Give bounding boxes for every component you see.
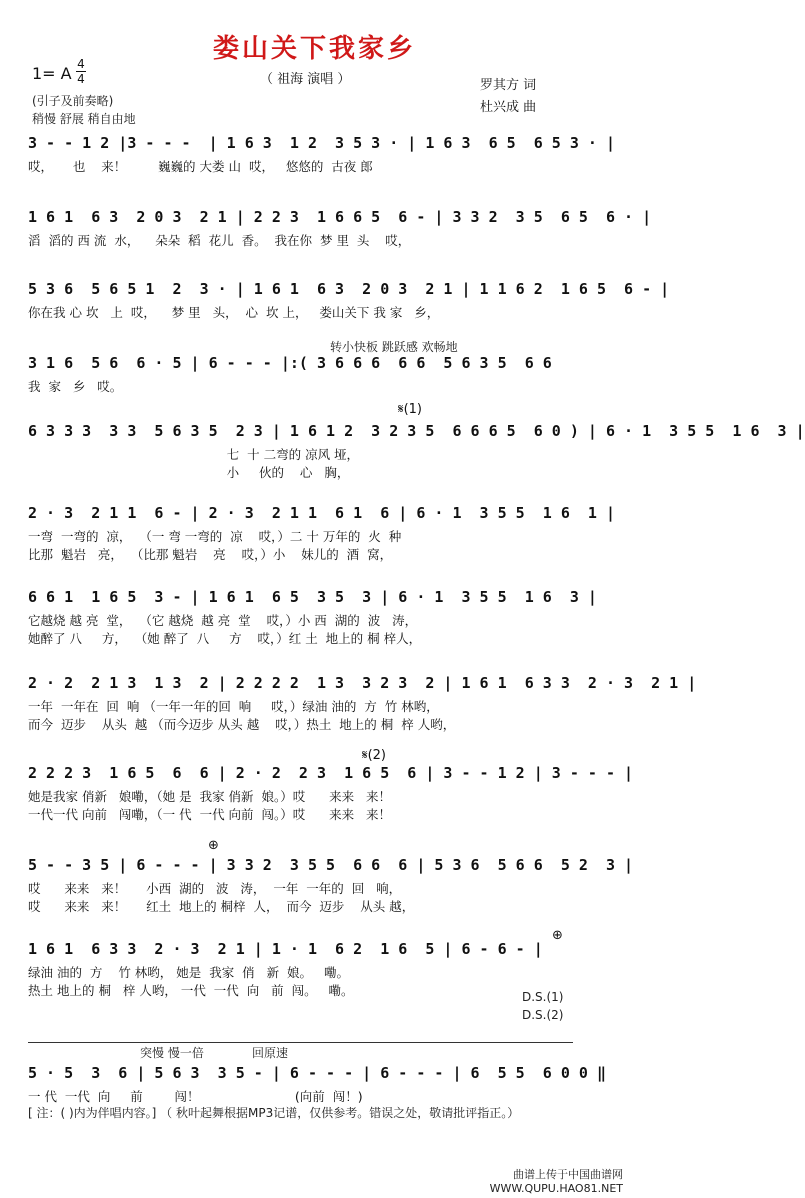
lyric-line: 哎， 也 来！ 巍巍的 大娄 山 哎， 悠悠的 古夜 郎 [28,159,373,174]
coda-marker-end: ⊕ [552,928,563,943]
interlude-tempo-mark: 转小快板 跳跃感 欢畅地 [330,340,458,354]
lyric-line: 一年 一年在 回 响 （一年一年的回 响 哎，）绿油 油的 方 竹 林哟， [28,699,439,714]
notation-row: 2 2 2 3 1 6 5 6 6 | 2 · 2 2 3 1 6 5 6 | 3 - - 1 2 | 3 - - - | [28,764,634,782]
intro-note: (引子及前奏略) [32,94,114,108]
tempo-mark: 稍慢 舒展 稍自由地 [32,112,136,126]
lyric-line: 小 伙的 心 胸， [28,465,350,480]
lyric-line: 一弯 一弯的 凉， （一 弯 一弯的 凉 哎，）二 十 万年的 火 种 [28,529,402,544]
notation-row: 1 6 1 6 3 2 0 3 2 1 | 2 2 3 1 6 6 5 6 - | 3 3 2 3 5 6 5 6 · | [28,208,652,226]
lyric-line: 比那 魁岩 亮， （比那 魁岩 亮 哎，）小 妹儿的 酒 窝， [28,547,393,562]
notation-row: 6 3 3 3 3 3 5 6 3 5 2 3 | 1 6 1 2 3 2 3 5 6 6 6 5 6 0 ) | 6 · 1 3 5 5 1 6 3 | [28,422,805,440]
notation-row: 2 · 2 2 1 3 1 3 2 | 2 2 2 2 1 3 3 2 3 2 | 1 6 1 6 3 3 2 · 3 2 1 | [28,674,697,692]
coda-marker: ⊕ [208,838,219,853]
original-tempo-mark: 回原速 [252,1046,289,1060]
segno-1-marker: 𝄋(1) [398,402,423,417]
lyric-line: 一 代 一代 向 前 闯！ (向前 闯！) [28,1089,363,1104]
site-credit-line2: WWW.QUPU.HAO81.NET [489,1182,623,1195]
site-credit-line1: 曲谱上传于中国曲谱网 [513,1168,623,1181]
lyric-line: 热土 地上的 桐 梓 人哟， 一代 一代 向 前 闯。 嘞。 [28,983,354,998]
lyric-line: 滔 滔的 西 流 水， 朵朵 稻 花儿 香。 我在你 梦 里 头 哎， [28,233,411,248]
lyric-line: 她醉了 八 方， （她 醉了 八 方 哎，）红 土 地上的 桐 梓人， [28,631,422,646]
notation-row: 5 3 6 5 6 5 1 2 3 · | 1 6 1 6 3 2 0 3 2 1 | 1 1 6 2 1 6 5 6 - | [28,280,670,298]
lyricist-credit: 罗其方 词 [480,78,537,93]
lyric-line: 你在我 心 坎 上 哎， 梦 里 头， 心 坎 上， 娄山关下 我 家 乡， [28,305,440,320]
lyric-line: 我 家 乡 哎。 [28,379,123,394]
notation-row: 3 1 6 5 6 6 · 5 | 6 - - - |:( 3 6 6 6 6 6 5 6 3 5 6 6 [28,354,552,372]
notation-row: 2 · 3 2 1 1 6 - | 2 · 3 2 1 1 6 1 6 | 6 · 1 3 5 5 1 6 1 | [28,504,615,522]
section-divider [28,1042,573,1043]
notation-row: 5 - - 3 5 | 6 - - - | 3 3 2 3 5 5 6 6 6 | 5 3 6 5 6 6 5 2 3 | [28,856,634,874]
time-signature [76,58,86,85]
lyric-line: 而今 迈步 从头 越 （而今迈步 从头 越 哎，）热土 地上的 桐 梓 人哟， [28,717,456,732]
footnote: [ 注：( )内为伴唱内容。] （ 秋叶起舞根据MP3记谱，仅供参考。错误之处，敬请批评指正。） [28,1106,520,1120]
notation-row: 6 6 1 1 6 5 3 - | 1 6 1 6 5 3 5 3 | 6 · 1 3 5 5 1 6 3 | [28,588,597,606]
key-signature: 1= A [32,64,72,83]
meter-bottom: 4 [77,72,85,86]
slowdown-mark: 突慢 慢一倍 [140,1046,204,1060]
song-title: 娄山关下我家乡 [212,34,416,64]
notation-row: 1 6 1 6 3 3 2 · 3 2 1 | 1 · 1 6 2 1 6 5 | 6 - 6 - | [28,940,543,958]
ds1-mark: D.S.(1) [522,990,564,1004]
lyric-line: 七 十 二弯的 凉风 垭， [28,447,360,462]
notation-row: 3 - - 1 2 |3 - - - | 1 6 3 1 2 3 5 3 · | 1 6 3 6 5 6 5 3 · | [28,134,615,152]
singer-credit: （ 祖海 演唱 ） [260,72,351,87]
lyric-line: 哎 来来 来！ 小西 湖的 波 涛， 一年 一年的 回 响， [28,881,402,896]
segno-2-marker: 𝄋(2) [362,748,387,763]
meter-top: 4 [77,57,85,71]
lyric-line: 一代一代 向前 闯嘞，（一 代 一代 向前 闯。）哎 来来 来！ [28,807,391,822]
lyric-line: 哎 来来 来！ 红土 地上的 桐梓 人， 而今 迈步 从头 越， [28,899,415,914]
ds2-mark: D.S.(2) [522,1008,564,1022]
lyric-line: 她是我家 俏新 娘嘞，（她 是 我家 俏新 娘。）哎 来来 来！ [28,789,391,804]
composer-credit: 杜兴成 曲 [480,100,537,115]
lyric-line: 它越烧 越 亮 堂， （它 越烧 越 亮 堂 哎，）小 西 湖的 波 涛， [28,613,418,628]
lyric-line: 绿油 油的 方 竹 林哟， 她是 我家 俏 新 娘。 嘞。 [28,965,349,980]
notation-row: 5 · 5 3 6 | 5 6 3 3 5 - | 6 - - - | 6 - - - | 6 5 5 6 0 0 ‖ [28,1064,606,1082]
